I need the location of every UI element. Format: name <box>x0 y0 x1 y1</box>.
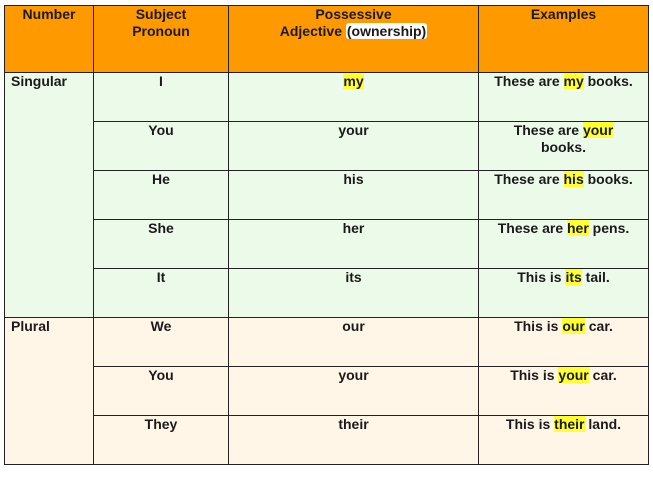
example-highlight: your <box>558 367 589 383</box>
table-row <box>5 73 649 122</box>
subject-pronoun-cell: He <box>94 171 229 220</box>
table-row <box>5 220 649 269</box>
possessive-adjective-cell <box>229 73 479 122</box>
header-subject-line1: Subject <box>135 6 187 22</box>
example-highlight: his <box>563 171 584 187</box>
example-cell: This is our car. <box>479 318 649 367</box>
subject-pronoun-cell: We <box>94 318 229 367</box>
table-row <box>5 416 649 465</box>
possessive-adjective-cell: your <box>229 367 479 416</box>
example-cell: These are her pens. <box>479 220 649 269</box>
table-header <box>5 6 649 73</box>
ownership-note: (ownership) <box>346 23 427 39</box>
header-possessive-line1: Possessive <box>315 6 392 22</box>
possessive-adjective-cell: their <box>229 416 479 465</box>
subject-pronoun-cell: You <box>94 367 229 416</box>
subject-pronoun-cell: I <box>94 73 229 122</box>
header-subject-line2: Pronoun <box>132 23 190 39</box>
example-cell: These are his books. <box>479 171 649 220</box>
possessive-adjective-cell: our <box>229 318 479 367</box>
table-row <box>5 171 649 220</box>
example-highlight: her <box>567 220 589 236</box>
possessive-adjectives-table <box>4 5 649 465</box>
possessive-adjective-cell: its <box>229 269 479 318</box>
example-highlight: your <box>582 122 614 138</box>
possessive-adjective-cell: your <box>229 122 479 171</box>
possessive-adjective-cell: his <box>229 171 479 220</box>
table-body <box>5 73 649 465</box>
group-plural: Plural <box>5 318 94 465</box>
header-subject-pronoun <box>94 6 229 73</box>
subject-pronoun-cell: They <box>94 416 229 465</box>
example-cell: This is their land. <box>479 416 649 465</box>
example-cell: These are your books. <box>479 122 649 171</box>
example-cell: This is its tail. <box>479 269 649 318</box>
table-row <box>5 367 649 416</box>
header-row <box>5 6 649 73</box>
example-cell: These are my books. <box>479 73 649 122</box>
subject-pronoun-cell: It <box>94 269 229 318</box>
table-row <box>5 122 649 171</box>
example-highlight: our <box>562 318 585 334</box>
possessive-adjective-cell: her <box>229 220 479 269</box>
example-highlight: their <box>554 416 585 432</box>
header-number: Number <box>5 6 94 73</box>
table-row <box>5 318 649 367</box>
example-highlight: its <box>565 269 582 285</box>
header-possessive-adjective <box>229 6 479 73</box>
group-singular: Singular <box>5 73 94 318</box>
example-highlight: my <box>563 73 584 89</box>
header-possessive-line2a: Adjective <box>279 23 346 39</box>
table-row <box>5 269 649 318</box>
subject-pronoun-cell: She <box>94 220 229 269</box>
example-cell: This is your car. <box>479 367 649 416</box>
adjective-highlight: my <box>343 73 364 89</box>
subject-pronoun-cell: You <box>94 122 229 171</box>
header-examples: Examples <box>479 6 649 73</box>
